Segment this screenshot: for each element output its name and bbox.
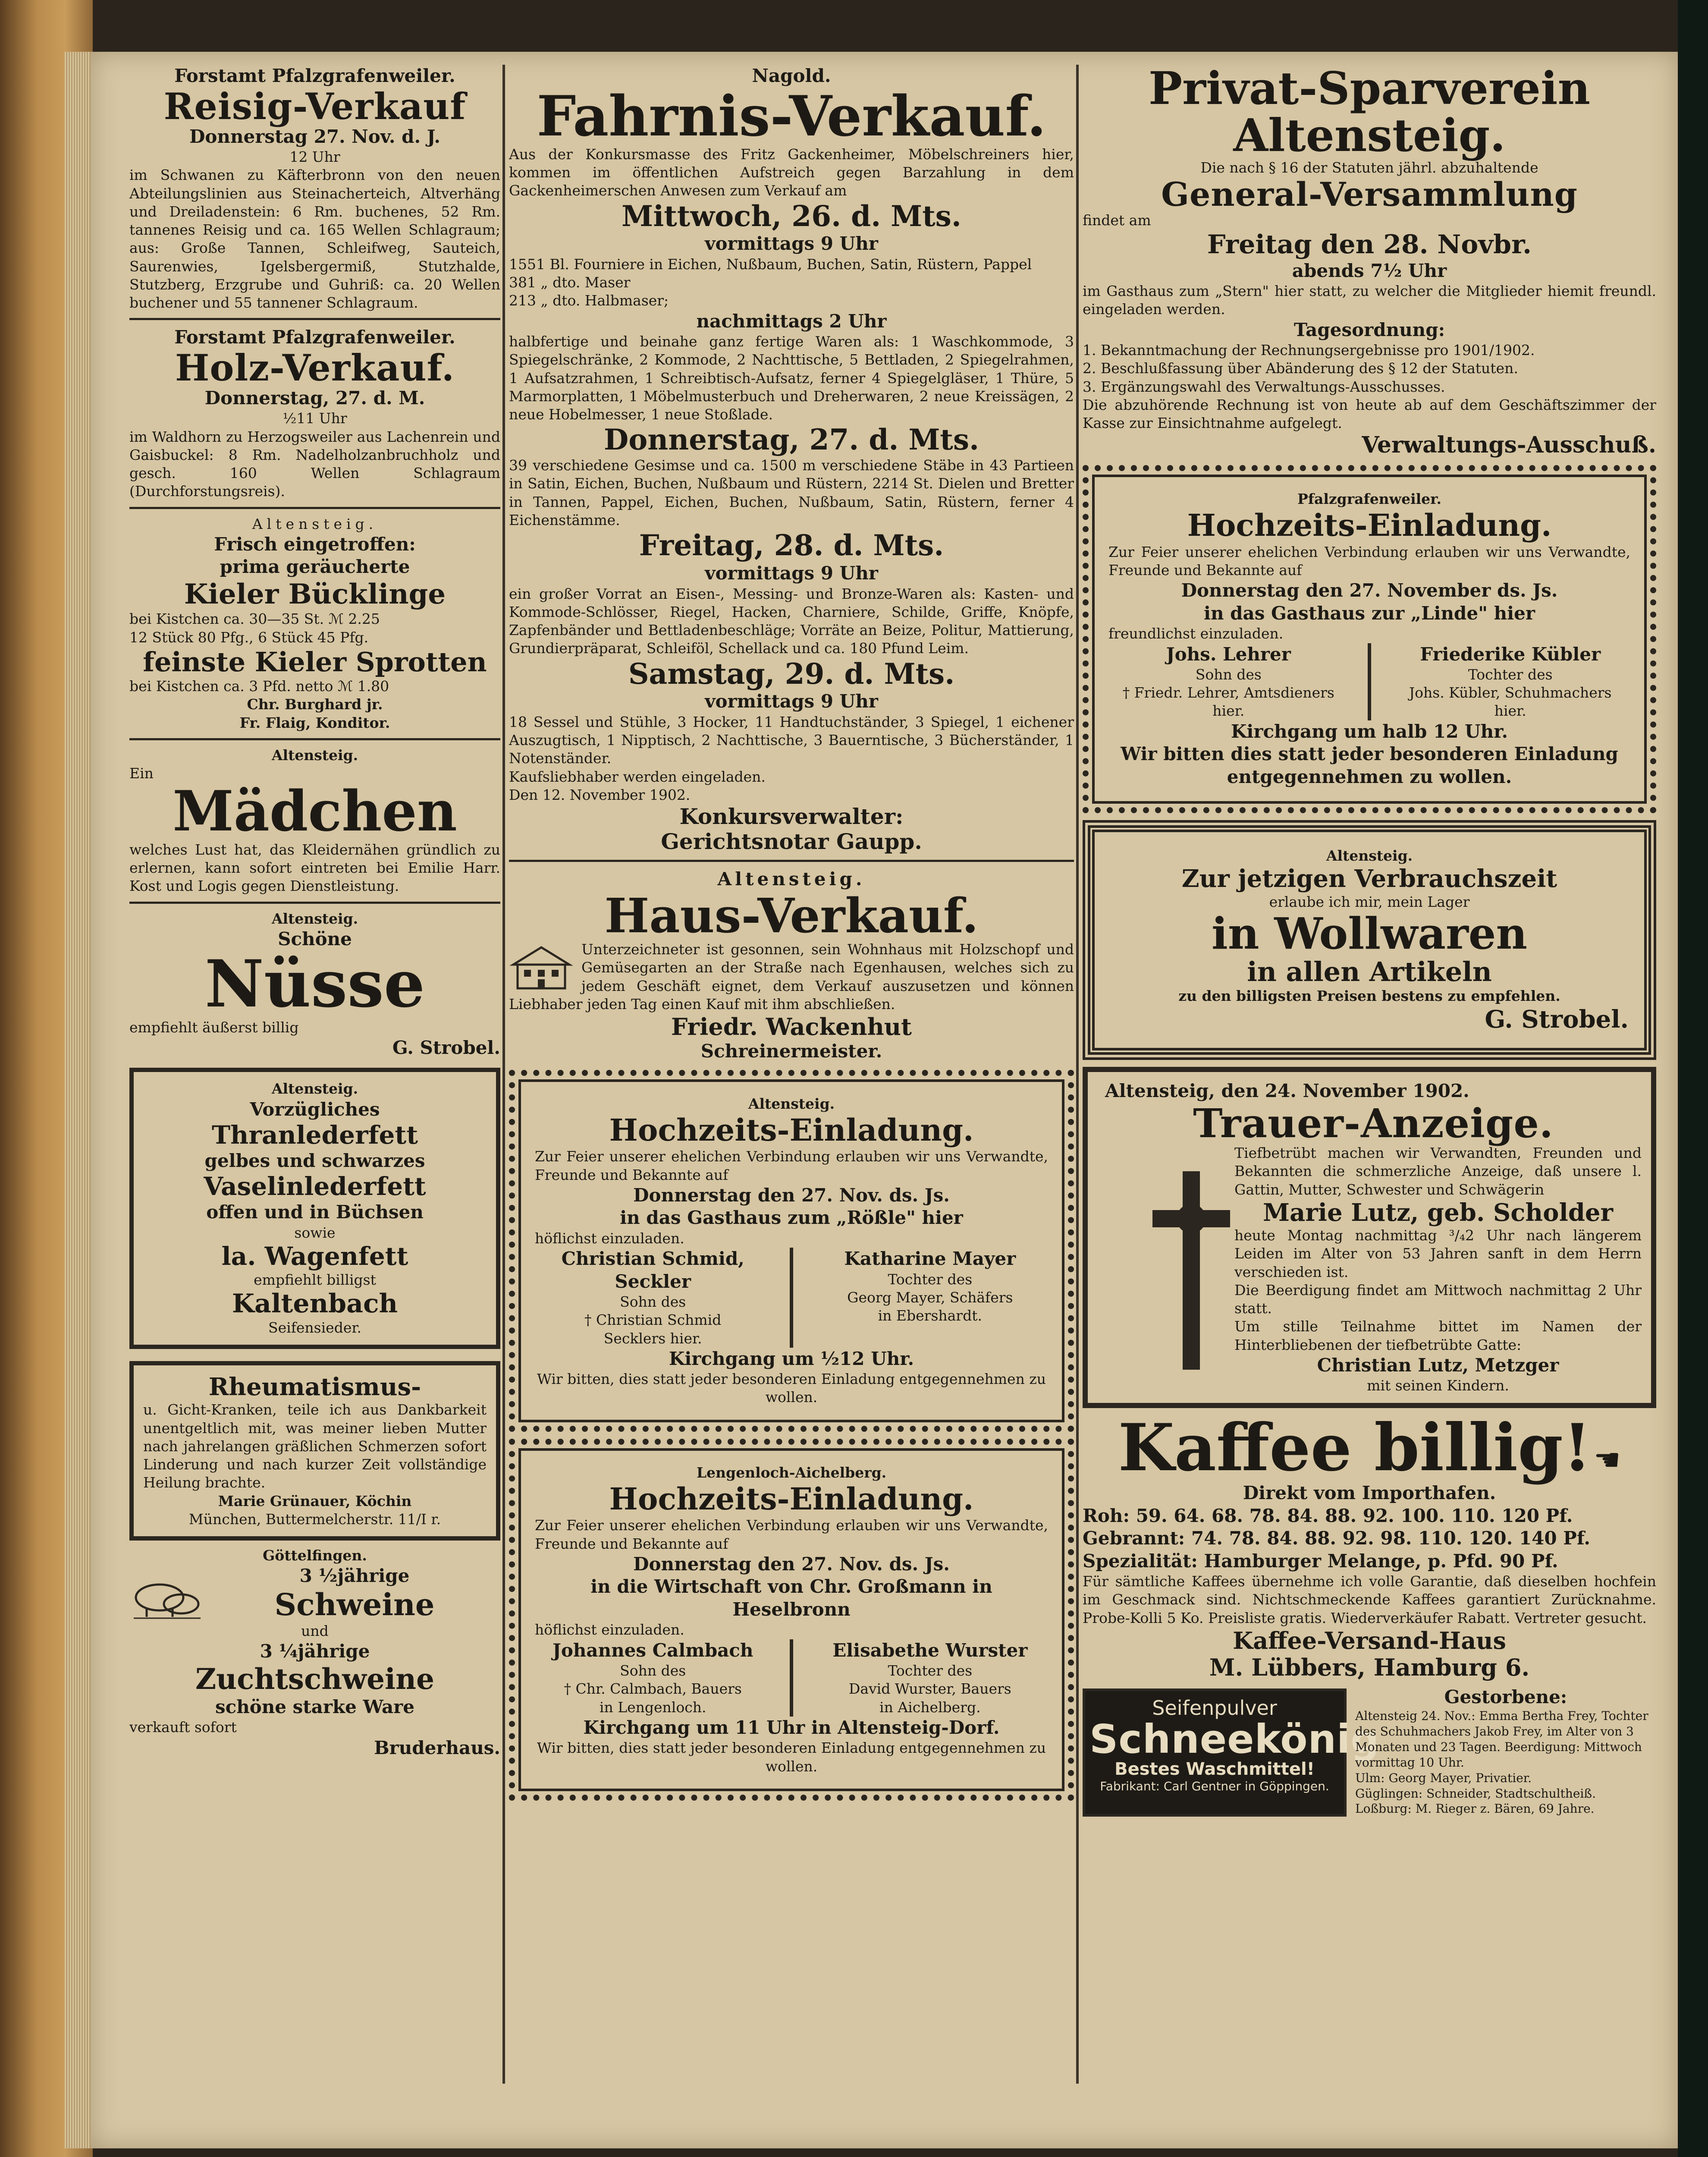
ad-line: Fabrikant: Carl Gentner in Göppingen. [1100, 1779, 1329, 1793]
ad-schweine [129, 1547, 500, 1759]
ad-church-time: Kirchgang um halb 12 Uhr. [1231, 720, 1508, 742]
death-notice: Loßburg: M. Rieger z. Bären, 69 Jahre. [1355, 1802, 1595, 1816]
ad-body: empfiehlt äußerst billig [129, 1019, 299, 1036]
ad-body: halbfertige und beinahe ganz fertige Waren als: 1 Waschkommode, 3 Spiegelschränke, 2 Kommode, 2 Nachttische, 5 Bettladen, 2 Spiegelrahmen, 1 Aufsatzrahmen, 1 Schreibtisch-Aufsatz, ferner 4 Spiegelgläser, 1 Thüre, 5 Marmorplatten, 1 Möbelmusterbuch und Dreherwaren, 2 neue Kreissägen, 2 neue Hobelmesser, 1 neue Stoßlade. [509, 333, 1074, 423]
ad-line: höflichst einzuladen. [535, 1621, 684, 1638]
ad-signature: mit seinen Kindern. [1367, 1377, 1509, 1394]
ad-title: la. Wagenfett [221, 1241, 408, 1271]
ad-hochzeit-calmbach [509, 1439, 1074, 1801]
bride-line: Georg Mayer, Schäfers [847, 1289, 1013, 1306]
ad-body: Die Beerdigung findet am Mittwoch nachmittag 2 Uhr statt. [1234, 1281, 1642, 1317]
ad-place: Altensteig. [271, 910, 358, 927]
ad-line: empfiehlt billigst [254, 1271, 376, 1288]
couple-names [535, 1248, 1048, 1348]
ad-agenda-title: Tagesordnung: [1294, 319, 1445, 340]
groom-line: Secklers hier. [603, 1330, 702, 1347]
agenda-item: 2. Beschlußfassung über Abänderung des § 12 der Statuten. [1083, 360, 1518, 377]
ad-body: Zur Feier unserer ehelichen Verbindung erlauben wir uns Verwandte, Freunde und Bekannte auf [535, 1148, 1048, 1183]
ad-place: Altensteig. [271, 1080, 358, 1097]
ad-line: Vorzügliches [250, 1098, 380, 1120]
bride-line: hier. [1494, 702, 1526, 720]
ad-signature: Bruderhaus. [374, 1737, 500, 1758]
ad-line: Seifenpulver [1152, 1696, 1277, 1720]
ad-line: Die nach § 16 der Statuten jährl. abzuhaltende [1200, 159, 1538, 176]
ad-body: heute Montag nachmittag ³/₄2 Uhr nach längerem Leiden im Alter von 53 Jahren sanft in dem Herrn verschieden ist. [1234, 1227, 1642, 1280]
ad-place: Altensteig. [1326, 847, 1413, 865]
ad-header: Forstamt Pfalzgrafenweiler. [174, 327, 455, 348]
gestorbene [1355, 1686, 1656, 1817]
ad-title: Hochzeits-Einladung. [609, 1112, 974, 1148]
bride-line: in Aichelberg. [879, 1698, 981, 1716]
death-notice: Ulm: Georg Mayer, Privatier. [1355, 1770, 1532, 1785]
ad-schneekoenig [1083, 1688, 1380, 1817]
ad-line: verkauft sofort [129, 1719, 237, 1736]
column-rule-1 [502, 65, 505, 2084]
ad-title: Trauer-Anzeige. [1193, 1100, 1554, 1147]
ad-title: Privat-Sparverein Altensteig. [1148, 62, 1591, 162]
ad-title: Fahrnis-Verkauf. [537, 84, 1046, 149]
ad-body: welches Lust hat, das Kleidernähen gründlich zu erlernen, kann sofort eintreten bei Emilie Harr. Kost und Logis gegen Dienstleistung. [129, 841, 500, 895]
ad-rheumatismus [129, 1361, 500, 1541]
ad-body: im Waldhorn zu Herzogsweiler aus Lachenrein und Gaisbuckel: 8 Rm. Nadelholzanbruchholz und gesch. 160 Wellen Schlagraum (Durchforstungsreis). [129, 428, 500, 500]
divider [129, 318, 500, 320]
ad-line: prima geräucherte [220, 556, 410, 578]
ad-place: Altensteig. [717, 868, 866, 890]
ad-date: Donnerstag den 27. November ds. Js. [1181, 580, 1558, 601]
ad-line: Direkt vom Importhafen. [1243, 1482, 1496, 1504]
ad-title: Hochzeits-Einladung. [1187, 507, 1552, 544]
ad-title: Reisig-Verkauf [163, 85, 466, 128]
cross-icon [1148, 1167, 1234, 1374]
ad-place: Göttelfingen. [263, 1547, 367, 1564]
ad-hochzeit-lehrer [1083, 465, 1656, 813]
ad-price: 12 Stück 80 Pfg., 6 Stück 45 Pfg. [129, 629, 369, 646]
ad-place: Altensteig. [252, 515, 378, 532]
ad-body: ein großer Vorrat an Eisen-, Messing- und Bronze-Waren als: Kasten- und Kommode-Schlösser, Riegel, Hacken, Charniere, Schilde, Griffe, Knöpfe, Zapfenbänder und Bettladenbeschläge; Vorräte an Beize, Politur, Mattierung, Grundierpräparat, Schleiföl, Schellack und ca. 180 Pfund Leim. [509, 585, 1074, 657]
divider [129, 507, 500, 509]
ad-body: Tiefbetrübt machen wir Verwandten, Freunden und Bekannten die schmerzliche Anzeige, daß unsere l. Gattin, Mutter, Schwester und Schwägerin [1234, 1145, 1642, 1198]
ad-line: Schöne [278, 928, 352, 950]
couple-names [535, 1639, 1048, 1717]
ad-day: Samstag, 29. d. Mts. [628, 657, 955, 691]
ornament-divider [790, 1248, 793, 1348]
ad-kaltenbach [129, 1068, 500, 1349]
column-2 [509, 65, 1074, 1808]
ad-haus-verkauf [509, 868, 1074, 1063]
ad-line: 381 „ dto. Maser [509, 274, 631, 291]
groom-line: † Christian Schmid [584, 1311, 722, 1329]
ad-title: General-Versammlung [1161, 175, 1578, 214]
column-1 [129, 65, 500, 1759]
house-illustration-icon [509, 943, 574, 990]
ad-address: München, Buttermelcherstr. 11/I r. [188, 1510, 441, 1528]
ad-kaffee [1083, 1409, 1656, 1681]
ad-day: Donnerstag, 27. d. Mts. [603, 423, 980, 457]
ad-line: 3 ½jährige [299, 1565, 410, 1587]
ad-line: gelbes und schwarzes [204, 1150, 425, 1171]
ad-title: feinste Kieler Sprotten [143, 646, 487, 678]
ad-title: Kaffee billig! [1118, 1409, 1592, 1486]
ad-title: Rheumatismus- [208, 1372, 421, 1401]
ad-body: Zur Feier unserer ehelichen Verbindung erlauben wir uns Verwandte, Freunde und Bekannte auf [1108, 543, 1630, 579]
ad-holz-verkauf [129, 326, 500, 500]
agenda-item: 1. Bekanntmachung der Rechnungsergebnisse pro 1901/1902. [1083, 342, 1535, 359]
ad-line: schöne starke Ware [215, 1696, 415, 1717]
ad-title: Schneekönig [1089, 1716, 1380, 1762]
ad-line: 3 ¼jährige [260, 1641, 370, 1662]
ad-date: Den 12. November 1902. [509, 786, 691, 803]
ad-reisig-verkauf [129, 65, 500, 312]
ad-trauer [1083, 1067, 1656, 1408]
scan-background [1678, 0, 1708, 2157]
death-notice: Güglingen: Schneider, Stadtschultheiß. [1355, 1786, 1596, 1801]
ad-place: Nagold. [752, 65, 831, 86]
groom-line: † Friedr. Lehrer, Amtsdieners [1122, 684, 1334, 701]
ad-hochzeit-schmid [509, 1070, 1074, 1432]
bride-line: David Wurster, Bauers [848, 1680, 1011, 1698]
ad-signature: Konkursverwalter: [679, 804, 904, 830]
groom-line: in Lengenloch. [599, 1698, 706, 1716]
divider [129, 902, 500, 904]
ad-nuesse [129, 910, 500, 1060]
ad-fahrnis-verkauf [509, 65, 1074, 854]
ad-time: vormittags 9 Uhr [705, 691, 878, 712]
ad-line: zu den billigsten Preisen bestens zu empfehlen. [1178, 987, 1560, 1005]
pointing-hand-icon: ☚ [1593, 1442, 1621, 1478]
ad-body: Aus der Konkursmasse des Fritz Gackenheimer, Möbelschreiners hier, kommen im öffentlichen Aufstreich gegen Barzahlung in dem Gackenheimerschen Anwesen zum Verkauf am [509, 145, 1074, 199]
column-3 [1083, 62, 1656, 1817]
bottom-row [1083, 1681, 1656, 1817]
pigs-illustration-icon [129, 1567, 203, 1619]
ad-body: u. Gicht-Kranken, teile ich aus Dankbarkeit unentgeltlich mit, was meiner lieben Mutter nach jahrelangen gräßlichen Schmerzen sofort Linderung und nach kurzer Zeit vollständige Heilung brachte. [143, 1401, 487, 1491]
bride-line: Tochter des [888, 1662, 973, 1679]
ad-body: 39 verschiedene Gesimse und ca. 1500 m verschiedene Stäbe in 43 Partieen in Satin, Eichen, Buchen, Nußbaum und Rüstern, 2214 St. Dielen und Bretter in Tannen, Pappel, Eichen, Buchen, Nußbaum, Satin, Rüstern, ferner 4 Eichenstämme. [509, 457, 1074, 528]
groom-line: Sohn des [620, 1662, 686, 1679]
ad-signature: M. Lübbers, Hamburg 6. [1209, 1653, 1530, 1681]
ad-line: freundlichst einzuladen. [1108, 625, 1284, 642]
ad-signature: Kaffee-Versand-Haus [1233, 1626, 1506, 1654]
ad-church-time: Kirchgang um ½12 Uhr. [669, 1348, 914, 1369]
ad-signature: Fr. Flaig, Konditor. [239, 714, 390, 731]
ad-sparverein [1083, 62, 1656, 459]
ad-dateline: Altensteig, den 24. November 1902. [1105, 1080, 1469, 1101]
bride-name: Friederike Kübler [1420, 643, 1601, 665]
groom-name: Christian Schmid, Seckler [561, 1248, 744, 1292]
ad-location: in das Gasthaus zum „Rößle" hier [620, 1207, 963, 1229]
divider [129, 738, 500, 740]
ad-time: ½11 Uhr [283, 410, 347, 427]
divider [509, 860, 1074, 862]
ad-closing: Wir bitten, dies statt jeder besonderen Einladung entgegennehmen zu wollen. [537, 1739, 1046, 1775]
ad-title: Thranlederfett [211, 1120, 418, 1150]
ad-line: erlaube ich mir, mein Lager [1269, 893, 1470, 910]
ad-title: Kieler Bücklinge [184, 578, 446, 610]
ad-line: Kaufsliebhaber werden eingeladen. [509, 768, 766, 785]
ad-price: bei Kistchen ca. 3 Pfd. netto ℳ 1.80 [129, 678, 389, 695]
ad-day: Freitag, 28. d. Mts. [639, 528, 944, 563]
groom-line: Sohn des [1195, 666, 1262, 683]
ad-time: 12 Uhr [289, 148, 340, 166]
ad-body: Zur Feier unserer ehelichen Verbindung erlauben wir uns Verwandte, Freunde und Bekannte auf [535, 1517, 1048, 1552]
bride-name: Katharine Mayer [844, 1248, 1016, 1270]
ad-body: im Schwanen zu Käfterbronn von den neuen Abteilungslinien aus Steinacherteich, Altverhäng und Dreiladenstein: 6 Rm. buchenes, 52 Rm. tannenes Reisig und ca. 165 Wellen Schlagraum; aus: Große Tannen, Schleifweg, Sauteich, Saurenwies, Igelsbergermiß, Stutzhalde, Stutzberg, Erzgrube und Guhriß: ca. 20 Wellen buchener und 55 tannener Schlagraum. [129, 167, 500, 311]
price-row-spezial: Spezialität: Hamburger Melange, p. Pfd. 90 Pf. [1083, 1550, 1558, 1572]
ad-signature: Marie Grünauer, Köchin [218, 1492, 412, 1509]
ad-header: Forstamt Pfalzgrafenweiler. [174, 65, 455, 86]
bride-line: in Ebershardt. [878, 1307, 982, 1324]
ad-body: Unterzeichneter ist gesonnen, sein Wohnhaus mit Holzschopf und Gemüsegarten an der Straße nach Egenhausen, welches sich zu jedem Geschäft eignet, dem Verkauf auszusetzen und können Liebhaber jeden Tag einen Kauf mit ihm abschließen. [509, 941, 1074, 1012]
ad-signature: G. Strobel. [392, 1037, 500, 1058]
ad-body: im Gasthaus zum „Stern" hier statt, zu welcher die Mitglieder hiemit freundl. eingeladen werden. [1083, 283, 1656, 318]
ad-place: Pfalzgrafenweiler. [1297, 491, 1441, 508]
ad-place: Lengenloch-Aichelberg. [696, 1464, 887, 1481]
ad-line: Zur jetzigen Verbrauchszeit [1181, 865, 1557, 893]
ad-church-time: Kirchgang um 11 Uhr in Altensteig-Dorf. [583, 1717, 1000, 1738]
ad-maedchen [129, 746, 500, 896]
ad-time: nachmittags 2 Uhr [696, 310, 887, 332]
ad-body: Um stille Teilnahme bittet im Namen der Hinterbliebenen der tiefbetrübte Gatte: [1234, 1318, 1642, 1353]
price-row-roh: Roh: 59. 64. 68. 78. 84. 88. 92. 100. 110. 120 Pf. [1083, 1505, 1573, 1526]
ad-closing: Wir bitten, dies statt jeder besonderen Einladung entgegennehmen zu wollen. [537, 1371, 1046, 1406]
ad-price: bei Kistchen ca. 30—35 St. ℳ 2.25 [129, 610, 380, 628]
ad-line: Bestes Waschmittel! [1115, 1759, 1315, 1779]
ad-day: Mittwoch, 26. d. Mts. [622, 199, 961, 233]
ad-date: Donnerstag den 27. Nov. ds. Js. [633, 1184, 950, 1206]
ad-deceased-name: Marie Lutz, geb. Scholder [1262, 1198, 1614, 1227]
ad-title: Vaselinlederfett [204, 1172, 426, 1201]
ad-signature: Christian Lutz, Metzger [1317, 1354, 1559, 1376]
ad-line: 213 „ dto. Halbmaser; [509, 292, 669, 309]
ad-title: in Wollwaren [1211, 908, 1528, 959]
ad-time: abends 7½ Uhr [1292, 260, 1447, 281]
ad-signature: Gerichtsnotar Gaupp. [661, 828, 922, 854]
couple-names [1108, 643, 1630, 720]
ad-closing: Wir bitten dies statt jeder besonderen Einladung entgegennehmen zu wollen. [1121, 743, 1618, 787]
bride-line: Johs. Kübler, Schuhmachers [1409, 684, 1612, 701]
ad-line: und [301, 1622, 329, 1640]
column-rule-2 [1076, 65, 1079, 2084]
ad-title: Holz-Verkauf. [175, 346, 455, 389]
ornament-divider [1368, 643, 1371, 720]
groom-name: Johs. Lehrer [1166, 643, 1291, 665]
bride-line: Tochter des [888, 1270, 973, 1288]
ad-location: in die Wirtschaft von Chr. Großmann in Heselbronn [590, 1576, 992, 1620]
ad-signature: Friedr. Wackenhut [671, 1013, 912, 1041]
ad-title: Haus-Verkauf. [604, 887, 979, 943]
ad-line: findet am [1083, 212, 1151, 229]
ad-place: Altensteig. [748, 1095, 835, 1112]
ad-date: Donnerstag, 27. d. M. [204, 387, 425, 409]
ad-line: offen und in Büchsen [206, 1201, 424, 1223]
ad-line: in allen Artikeln [1247, 956, 1492, 988]
ad-line: höflichst einzuladen. [535, 1229, 684, 1247]
bride-line: Tochter des [1468, 666, 1553, 683]
ad-time: vormittags 9 Uhr [705, 233, 878, 255]
ad-title: Nüsse [204, 946, 425, 1022]
ad-title: Schweine [274, 1586, 435, 1622]
ad-date: Donnerstag 27. Nov. d. J. [189, 126, 440, 147]
ad-signature: Chr. Burghard jr. [247, 696, 383, 713]
ornament-divider [790, 1639, 793, 1717]
agenda-item: 3. Ergänzungswahl des Verwaltungs-Ausschusses. [1083, 378, 1445, 395]
bride-name: Elisabethe Wurster [832, 1639, 1028, 1661]
ad-line: Seifensieder. [268, 1319, 361, 1336]
ad-title: Mädchen [173, 779, 457, 844]
ad-signature: Kaltenbach [232, 1288, 398, 1319]
ad-body: Für sämtliche Kaffees übernehme ich volle Garantie, daß dieselben hochfein im Geschmack sind. Nichtschmeckende Kaffees garantiert Zurücknahme. Probe-Kolli 5 Ko. Preisliste gratis. Wiederverkäufer Rabatt. Vertreter gesucht. [1083, 1573, 1656, 1626]
ad-location: in das Gasthaus zur „Linde" hier [1204, 602, 1535, 624]
price-row-gebrannt: Gebrannt: 74. 78. 84. 88. 92. 98. 110. 120. 140 Pf. [1083, 1528, 1590, 1549]
ad-body: Die abzuhörende Rechnung ist von heute ab auf dem Geschäftszimmer der Kasse zur Einsichtnahme aufgelegt. [1083, 396, 1656, 432]
ad-title: Zuchtschweine [195, 1662, 434, 1696]
ad-signature: Schreinermeister. [700, 1041, 882, 1062]
ad-line: Frisch eingetroffen: [214, 533, 416, 555]
ad-line: Ein [129, 765, 154, 782]
ad-title: Hochzeits-Einladung. [609, 1481, 974, 1517]
ad-date: Donnerstag den 27. Nov. ds. Js. [633, 1553, 950, 1575]
death-notice: Altensteig 24. Nov.: Emma Bertha Frey, Tochter des Schuhmachers Jakob Frey, im Alter von 3 Monaten und 23 Tagen. Beerdigung: Mittwoch vormittag 10 Uhr. [1355, 1709, 1648, 1770]
groom-line: hier. [1212, 702, 1245, 720]
ad-line: sowie [294, 1224, 336, 1241]
ad-kieler [129, 515, 500, 732]
section-title: Gestorbene: [1444, 1686, 1567, 1707]
ad-wollwaren [1083, 820, 1656, 1060]
ad-signature: G. Strobel. [1485, 1005, 1629, 1034]
groom-line: † Chr. Calmbach, Bauers [564, 1680, 742, 1698]
ad-body: 18 Sessel und Stühle, 3 Hocker, 11 Handtuchständer, 3 Spiegel, 1 eichener Auszugtisch, 1 Nipptisch, 2 Nachttische, 3 Bauerntische, 3 Bücherständer, 1 Notenständer. [509, 713, 1074, 767]
ad-date: Freitag den 28. Novbr. [1207, 229, 1532, 260]
ad-place: Altensteig. [271, 746, 358, 764]
groom-name: Johannes Calmbach [552, 1639, 754, 1661]
ad-signature: Verwaltungs-Ausschuß. [1362, 432, 1656, 459]
groom-line: Sohn des [620, 1293, 686, 1311]
ad-time: vormittags 9 Uhr [705, 563, 878, 584]
ad-line: 1551 Bl. Fourniere in Eichen, Nußbaum, Buchen, Satin, Rüstern, Pappel [509, 255, 1032, 273]
